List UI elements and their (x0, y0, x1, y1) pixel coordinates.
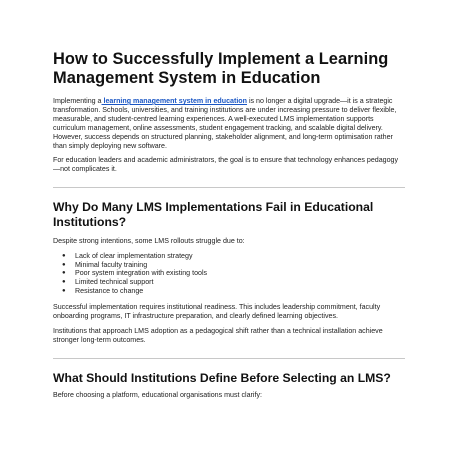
failure-reasons-list (53, 252, 405, 295)
list-item-text: Limited technical support (75, 277, 154, 286)
bullet-icon: ● (62, 253, 66, 260)
article-title: How to Successfully Implement a Learning Management System in Education (53, 50, 389, 87)
intro-paragraph-2: For education leaders and academic administrators, the goal is to ensure that technology enhances pedagogy—not complicates it. (53, 156, 399, 174)
intro-text-after-link: is no longer a digital upgrade—it is a strategic transformation. Schools, universities, and training institutions are under increasing pressure to deliver flexible, measurable, and student-centred learning experiences. A well-executed LMS implementation supports curriculum management, online assessments, student engagement tracking, and scalable digital delivery. However, success depends on structured planning, stakeholder alignment, and long-term optimisation rather than simply deploying new software. (53, 97, 397, 150)
section-heading-define-before: What Should Institutions Define Before Selecting an LMS? (53, 370, 391, 385)
section-divider (53, 358, 405, 359)
list-item-text: Minimal faculty training (75, 260, 148, 269)
list-item (53, 261, 405, 270)
section-lead-why-fail: Despite strong intentions, some LMS rollouts struggle due to: (53, 237, 245, 246)
list-item-text: Lack of clear implementation strategy (75, 252, 193, 261)
bullet-icon: ● (62, 287, 66, 294)
article-body (53, 50, 405, 400)
list-item-text: Poor system integration with existing tools (75, 269, 208, 278)
intro-paragraph (53, 97, 405, 150)
bullet-icon: ● (62, 278, 66, 285)
list-item (53, 278, 405, 287)
pedagogical-shift-paragraph: Institutions that approach LMS adoption as a pedagogical shift rather than a technical installation achieve stronger long-term outcomes. (53, 326, 383, 344)
list-item (53, 287, 405, 296)
section-divider (53, 187, 405, 188)
section-lead-define-before: Before choosing a platform, educational organisations must clarify: (53, 391, 262, 400)
bullet-icon: ● (62, 270, 66, 277)
list-item (53, 269, 405, 278)
lms-education-link[interactable]: learning management system in education (101, 97, 247, 105)
section-heading-why-fail: Why Do Many LMS Implementations Fail in Educational Institutions? (53, 200, 374, 229)
readiness-paragraph: Successful implementation requires institutional readiness. This includes leadership commitment, faculty onboarding programs, IT infrastructure preparation, and clearly defined learning objectives. (53, 303, 381, 321)
list-item-text: Resistance to change (75, 286, 144, 295)
bullet-icon: ● (62, 261, 66, 268)
intro-text-before-link: Implementing a (53, 97, 102, 105)
list-item (53, 252, 405, 261)
